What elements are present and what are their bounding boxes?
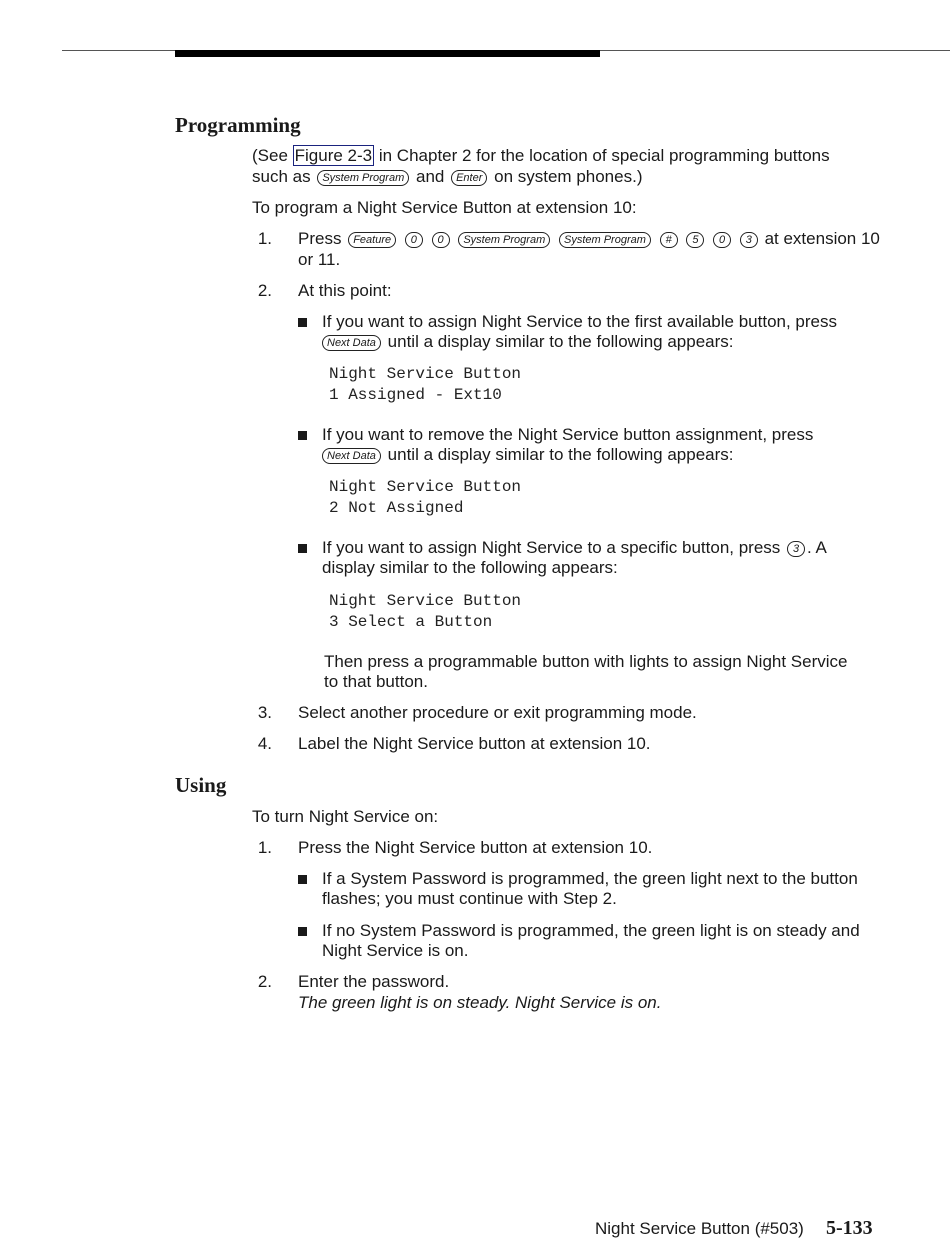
digit-0-key: 0 — [432, 232, 450, 248]
then-line-2: to that button. — [324, 672, 428, 691]
display-line: 2 Not Assigned — [329, 499, 464, 517]
bullet-2-line-2 — [322, 445, 734, 465]
display-line: 3 Select a Button — [329, 613, 493, 631]
step-number: 1. — [257, 229, 272, 248]
digit-3-key: 3 — [740, 232, 758, 248]
figure-link[interactable]: Figure 2-3 — [294, 146, 373, 165]
bullet-1-line-1: If you want to assign Night Service to the first available button, press — [322, 312, 837, 331]
display-line: Night Service Button — [329, 365, 522, 383]
intro-line-1 — [252, 146, 830, 166]
using-bullet-2-line-2: Night Service is on. — [322, 941, 469, 960]
step-number: 4. — [257, 734, 272, 753]
display-line: 1 Assigned - Ext10 — [329, 386, 502, 404]
program-lead: To program a Night Service Button at extension 10: — [252, 198, 637, 217]
using-step-1-text: Press the Night Service button at extension 10. — [298, 838, 653, 857]
step-number: 1. — [257, 838, 272, 857]
enter-key: Enter — [451, 170, 487, 186]
using-lead: To turn Night Service on: — [252, 807, 439, 826]
footer-title: Night Service Button (#503) — [595, 1219, 804, 1238]
step-number: 3. — [257, 703, 272, 722]
step-4-text: Label the Night Service button at extension 10. — [298, 734, 651, 753]
using-step-2-text: Enter the password. — [298, 972, 450, 991]
using-bullet-1-line-2: flashes; you must continue with Step 2. — [322, 889, 617, 908]
next-data-key: Next Data — [322, 448, 381, 464]
intro-text: on system phones.) — [494, 167, 643, 186]
step-text: at extension 10 — [764, 229, 880, 248]
bullet-icon — [298, 318, 307, 327]
bullet-1-line-2 — [322, 332, 734, 352]
using-step-2-result: The green light is on steady. Night Service is on. — [298, 993, 662, 1012]
step-text: Press — [298, 229, 342, 248]
digit-5-key: 5 — [686, 232, 704, 248]
bullet-icon — [298, 544, 307, 553]
page-number: 5-133 — [826, 1217, 873, 1239]
step-1-line-1 — [298, 229, 880, 249]
intro-text: such as — [252, 167, 311, 186]
pound-key: # — [660, 232, 678, 248]
bullet-text: until a display similar to the following appears: — [387, 445, 734, 464]
display-line: Night Service Button — [329, 592, 522, 610]
bullet-icon — [298, 431, 307, 440]
bullet-icon — [298, 875, 307, 884]
section-heading-using: Using — [175, 773, 227, 797]
bullet-3-line-2: display similar to the following appears: — [322, 558, 618, 577]
using-bullet-2-line-1: If no System Password is programmed, the green light is on steady and — [322, 921, 860, 940]
step-number: 2. — [257, 972, 272, 991]
bullet-text: If you want to assign Night Service to a specific button, press — [322, 538, 781, 557]
bullet-3-line-1 — [322, 538, 827, 558]
display-line: Night Service Button — [329, 478, 522, 496]
step-1-line-2: or 11. — [298, 250, 341, 269]
step-2-text: At this point: — [298, 281, 392, 300]
step-3-text: Select another procedure or exit programming mode. — [298, 703, 697, 722]
bullet-2-line-1: If you want to remove the Night Service button assignment, press — [322, 425, 814, 444]
system-program-key: System Program — [317, 170, 409, 186]
next-data-key: Next Data — [322, 335, 381, 351]
system-program-key: System Program — [559, 232, 651, 248]
step-number: 2. — [257, 281, 272, 300]
then-line-1: Then press a programmable button with lights to assign Night Service — [324, 652, 848, 671]
bullet-text: . A — [807, 538, 827, 557]
digit-0-key: 0 — [405, 232, 423, 248]
system-program-key: System Program — [458, 232, 550, 248]
section-heading-programming: Programming — [175, 113, 301, 137]
bullet-icon — [298, 927, 307, 936]
intro-text: and — [415, 167, 445, 186]
header-bar — [175, 50, 600, 57]
intro-text: (See — [252, 146, 293, 165]
intro-line-2 — [252, 167, 642, 187]
bullet-text: until a display similar to the following appears: — [387, 332, 734, 351]
digit-3-key: 3 — [787, 541, 805, 557]
using-bullet-1-line-1: If a System Password is programmed, the green light next to the button — [322, 869, 858, 888]
digit-0-key: 0 — [713, 232, 731, 248]
feature-key: Feature — [348, 232, 396, 248]
intro-text: in Chapter 2 for the location of special programming buttons — [374, 146, 830, 165]
